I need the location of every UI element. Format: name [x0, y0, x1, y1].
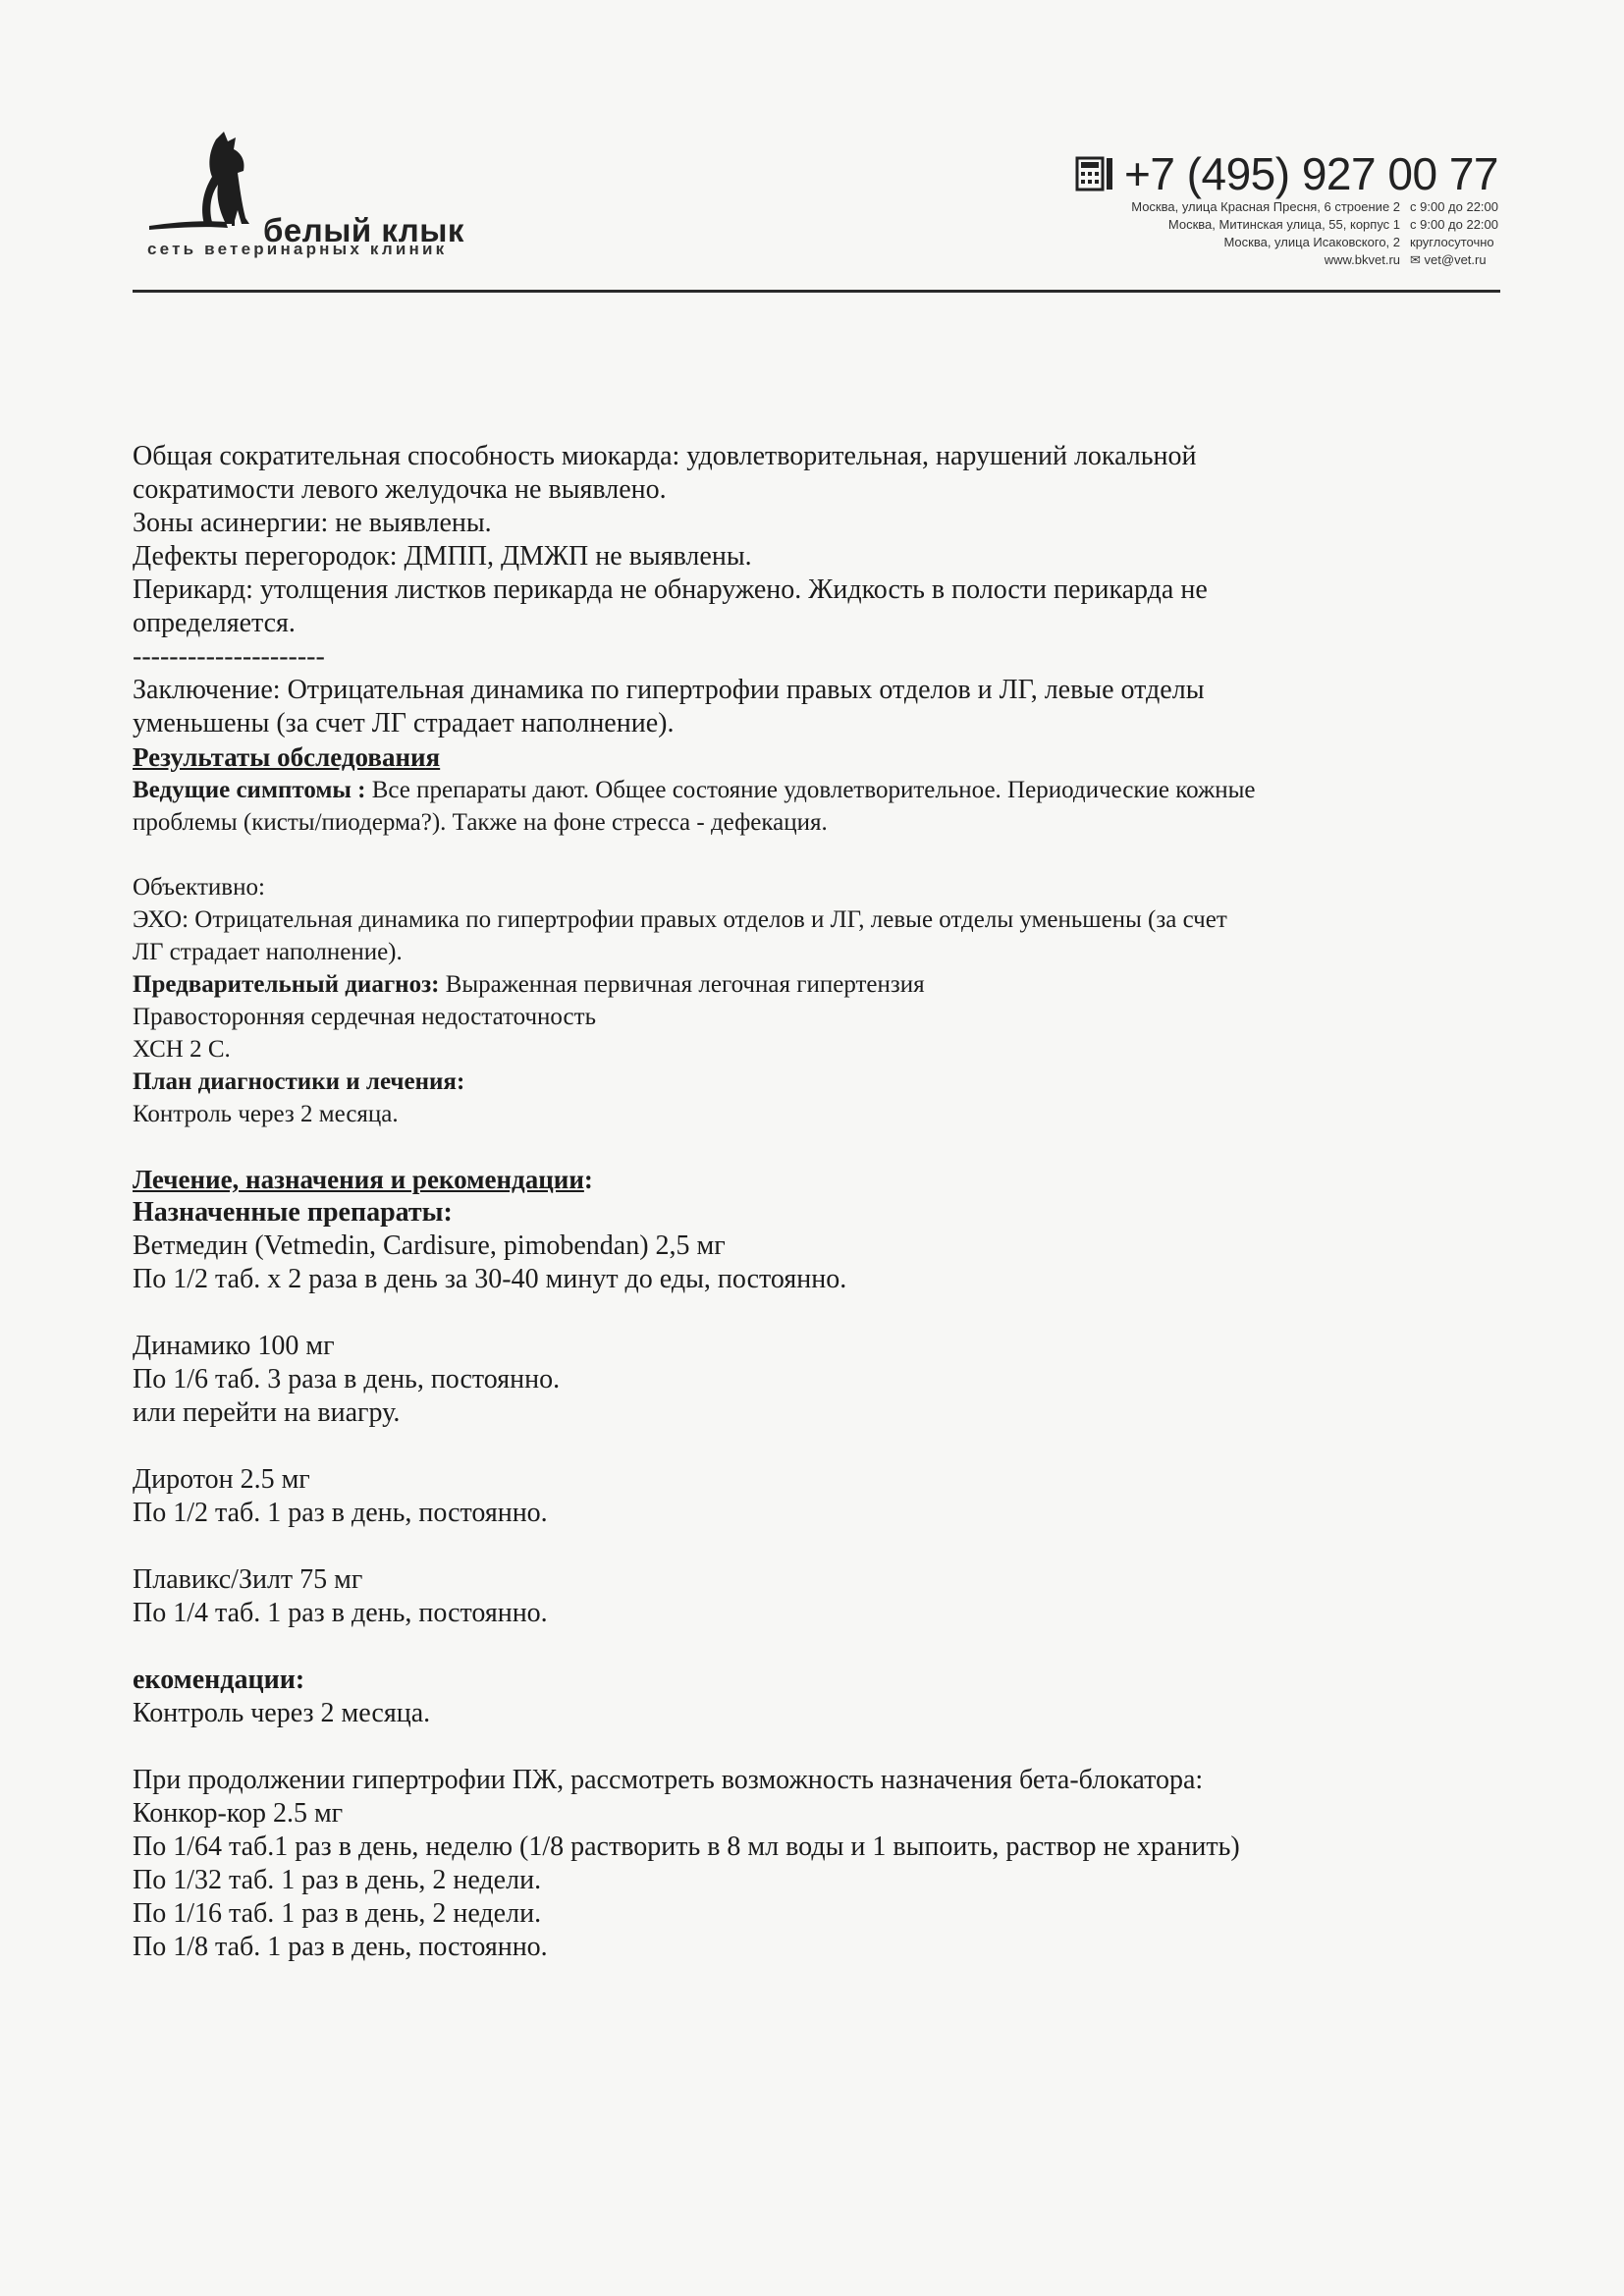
drug-note: или перейти на виагру. [133, 1397, 401, 1428]
spacer [133, 1530, 1507, 1563]
web-row [1131, 251, 1498, 269]
spacer [133, 1730, 1507, 1764]
drug-dose: По 1/2 таб. х 2 раза в день за 30-40 минут до еды, постоянно. [133, 1264, 847, 1294]
drug-dose: По 1/4 таб. 1 раз в день, постоянно. [133, 1598, 548, 1628]
drug-name: Ветмедин (Vetmedin, Cardisure, pimobendan) 2,5 мг [133, 1230, 726, 1261]
echo-line: Общая сократительная способность миокарда: удовлетворительная, нарушений локальной [133, 441, 1197, 471]
address-table [1131, 198, 1498, 269]
hours-text: с 9:00 до 22:00 [1410, 199, 1498, 214]
drug-name: Диротон 2.5 мг [133, 1464, 310, 1495]
echo-line: Дефекты перегородок: ДМПП, ДМЖП не выявлены. [133, 541, 752, 572]
clinic-logo [147, 128, 501, 265]
spacer [133, 1630, 1507, 1664]
drugs-label: Назначенные препараты: [133, 1197, 453, 1228]
conclusion-line: уменьшены (за счет ЛГ страдает наполнение). [133, 708, 675, 738]
drug-name: Плавикс/Зилт 75 мг [133, 1564, 363, 1595]
diagnosis-line [133, 968, 1507, 1001]
email-link[interactable] [1410, 251, 1498, 269]
echo-line: сократимости левого желудочка не выявлено. [133, 474, 667, 505]
document-body [133, 440, 1507, 1964]
treatment-heading-line [133, 1163, 1507, 1196]
plan-text: Контроль через 2 месяца. [133, 1101, 399, 1127]
address-text: Москва, улица Исаковского, 2 [1223, 235, 1401, 249]
drug-dose: По 1/2 таб. 1 раз в день, постоянно. [133, 1498, 548, 1528]
beta-step: По 1/32 таб. 1 раз в день, 2 недели. [133, 1865, 542, 1895]
treatment-heading: Лечение, назначения и рекомендации [133, 1165, 584, 1194]
beta-drug-name: Конкор-кор 2.5 мг [133, 1798, 344, 1829]
beta-step: По 1/64 таб.1 раз в день, неделю (1/8 растворить в 8 мл воды и 1 выпоить, раствор не хранить) [133, 1831, 1240, 1862]
beta-blocker-note: При продолжении гипертрофии ПЖ, рассмотреть возможность назначения бета-блокатора: [133, 1765, 1204, 1795]
phone-row [1075, 147, 1498, 200]
beta-step: По 1/8 таб. 1 раз в день, постоянно. [133, 1932, 548, 1962]
symptoms-line: проблемы (кисты/пиодерма?). Также на фоне стресса - дефекация. [133, 809, 828, 836]
symptoms-label: Ведущие симптомы : [133, 777, 366, 803]
symptoms-line [133, 774, 1507, 806]
address-text: Москва, улица Красная Пресня, 6 строение 2 [1131, 199, 1401, 214]
treatment-heading-colon: : [583, 1165, 593, 1194]
echo-line: Зоны асинергии: не выявлены. [133, 508, 492, 538]
contact-block [988, 147, 1498, 275]
address-text: Москва, Митинская улица, 55, корпус 1 [1167, 217, 1401, 232]
recommendations-label: екомендации: [133, 1665, 305, 1695]
brand-subtitle: сеть ветеринарных клиник [147, 240, 448, 258]
recommendations-text: Контроль через 2 месяца. [133, 1698, 431, 1728]
echo-line: определяется. [133, 608, 296, 638]
brand-name: белый клык [263, 212, 464, 248]
echo-line: Перикард: утолщения листков перикарда не обнаружено. Жидкость в полости перикарда не [133, 574, 1208, 605]
diagnosis-label: Предварительный диагноз: [133, 971, 440, 998]
envelope-icon: ✉ [1410, 252, 1425, 267]
hours-text: с 9:00 до 22:00 [1410, 217, 1498, 232]
phone-number[interactable]: +7 (495) 927 00 77 [1123, 148, 1498, 199]
header-divider [133, 290, 1500, 293]
address-row [1131, 216, 1498, 234]
diagnosis-text: Выраженная первичная легочная гипертензия [439, 971, 925, 998]
drug-dose: По 1/6 таб. 3 раза в день, постоянно. [133, 1364, 561, 1394]
diagnosis-line: Правосторонняя сердечная недостаточность [133, 1004, 596, 1030]
address-row [1131, 198, 1498, 216]
beta-step: По 1/16 таб. 1 раз в день, 2 недели. [133, 1898, 542, 1929]
plan-label: План диагностики и лечения: [133, 1068, 465, 1095]
website-link[interactable]: www.bkvet.ru [1324, 252, 1401, 267]
symptoms-text: Все препараты дают. Общее состояние удовлетворительное. Периодические кожные [365, 777, 1256, 803]
diagnosis-line: ХСН 2 С. [133, 1036, 231, 1063]
spacer [133, 1296, 1507, 1330]
echo-summary-line: ЭХО: Отрицательная динамика по гипертрофии правых отделов и ЛГ, левые отделы уменьшены (за счет [133, 906, 1227, 933]
spacer [133, 839, 1507, 871]
spacer [133, 1130, 1507, 1163]
drug-name: Динамико 100 мг [133, 1331, 335, 1361]
results-heading: Результаты обследования [133, 742, 441, 772]
separator-line: --------------------- [133, 641, 325, 672]
email-text: vet@vet.ru [1424, 252, 1487, 267]
address-row [1131, 234, 1498, 251]
hours-text: круглосуточно [1410, 235, 1494, 249]
objective-label: Объективно: [133, 874, 265, 901]
echo-summary-line: ЛГ страдает наполнение). [133, 939, 403, 965]
conclusion-line: Заключение: Отрицательная динамика по гипертрофии правых отделов и ЛГ, левые отделы [133, 675, 1205, 705]
spacer [133, 1430, 1507, 1463]
calculator-phone-icon [1075, 154, 1116, 193]
